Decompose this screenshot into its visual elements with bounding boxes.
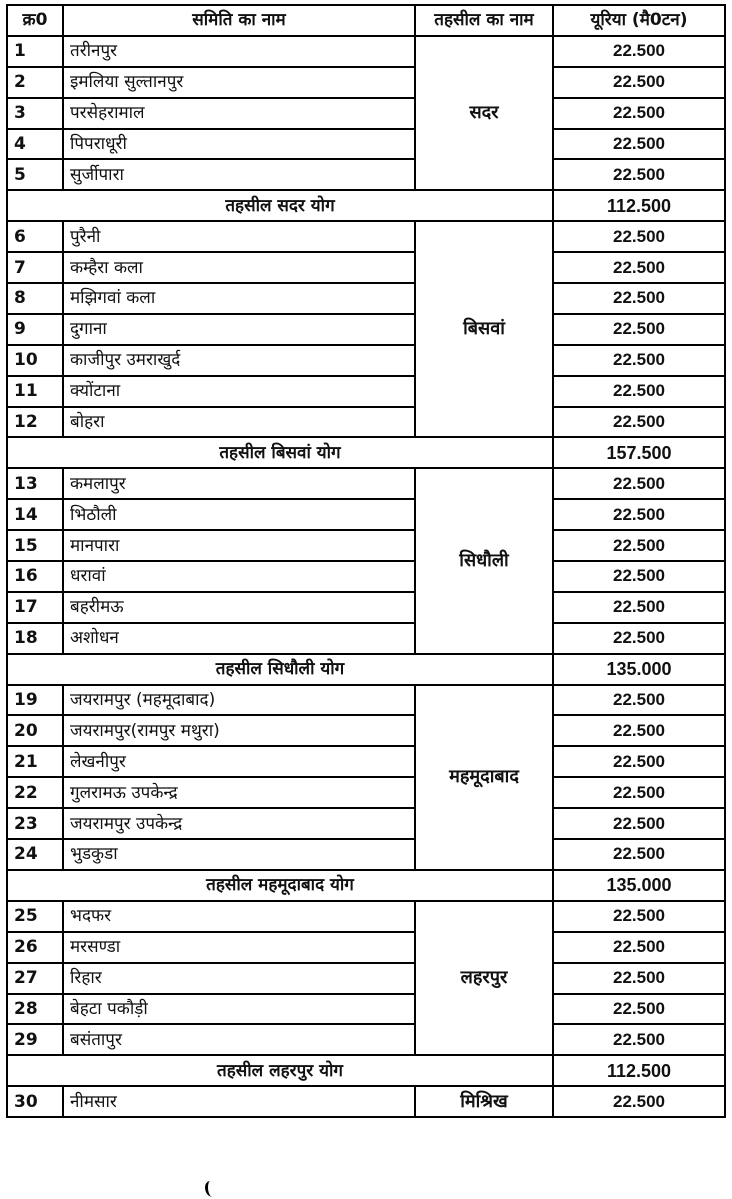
tehsil-total-row bbox=[7, 654, 725, 685]
society-name: परसेहरामाल bbox=[63, 98, 415, 129]
serial-number: 19 bbox=[7, 685, 63, 716]
serial-number: 24 bbox=[7, 839, 63, 870]
society-name: जयरामपुर उपकेन्द्र bbox=[63, 808, 415, 839]
urea-quantity: 22.500 bbox=[553, 932, 725, 963]
serial-number: 27 bbox=[7, 963, 63, 994]
table-row bbox=[7, 314, 725, 345]
table-row bbox=[7, 159, 725, 190]
society-name: भदफर bbox=[63, 901, 415, 932]
urea-quantity: 22.500 bbox=[553, 561, 725, 592]
table-row bbox=[7, 221, 725, 252]
tehsil-total-value: 157.500 bbox=[553, 437, 725, 468]
urea-quantity: 22.500 bbox=[553, 1024, 725, 1055]
society-name: काजीपुर उमराखुर्द bbox=[63, 345, 415, 376]
society-name: गुलरामऊ उपकेन्द्र bbox=[63, 777, 415, 808]
urea-quantity: 22.500 bbox=[553, 808, 725, 839]
urea-quantity: 22.500 bbox=[553, 314, 725, 345]
table-row bbox=[7, 98, 725, 129]
header-urea-quantity: यूरिया (मै0टन) bbox=[553, 5, 725, 36]
urea-allocation-sheet bbox=[6, 4, 726, 1118]
table-row bbox=[7, 623, 725, 654]
urea-quantity: 22.500 bbox=[553, 715, 725, 746]
table-row bbox=[7, 67, 725, 98]
table-row bbox=[7, 901, 725, 932]
serial-number: 15 bbox=[7, 530, 63, 561]
serial-number: 20 bbox=[7, 715, 63, 746]
society-name: भुडकुडा bbox=[63, 839, 415, 870]
serial-number: 17 bbox=[7, 592, 63, 623]
urea-quantity: 22.500 bbox=[553, 67, 725, 98]
table-row bbox=[7, 592, 725, 623]
society-name: बसंतापुर bbox=[63, 1024, 415, 1055]
society-name: मझिगवां कला bbox=[63, 283, 415, 314]
table-row bbox=[7, 283, 725, 314]
tehsil-total-row bbox=[7, 870, 725, 901]
table-row bbox=[7, 1024, 725, 1055]
header-tehsil-name: तहसील का नाम bbox=[415, 5, 553, 36]
society-name: क्योंटाना bbox=[63, 376, 415, 407]
tehsil-total-label: तहसील लहरपुर योग bbox=[7, 1055, 553, 1086]
urea-quantity: 22.500 bbox=[553, 839, 725, 870]
header-serial: क्र0 bbox=[7, 5, 63, 36]
tehsil-total-label: तहसील बिसवां योग bbox=[7, 437, 553, 468]
serial-number: 14 bbox=[7, 499, 63, 530]
serial-number: 7 bbox=[7, 252, 63, 283]
urea-quantity: 22.500 bbox=[553, 252, 725, 283]
tehsil-total-label: तहसील सदर योग bbox=[7, 190, 553, 221]
urea-quantity: 22.500 bbox=[553, 530, 725, 561]
tehsil-total-value: 112.500 bbox=[553, 1055, 725, 1086]
table-row bbox=[7, 777, 725, 808]
serial-number: 6 bbox=[7, 221, 63, 252]
table-row bbox=[7, 407, 725, 438]
serial-number: 13 bbox=[7, 468, 63, 499]
serial-number: 30 bbox=[7, 1086, 63, 1117]
table-row bbox=[7, 468, 725, 499]
urea-quantity: 22.500 bbox=[553, 221, 725, 252]
society-name: इमलिया सुल्तानपुर bbox=[63, 67, 415, 98]
table-row bbox=[7, 994, 725, 1025]
urea-quantity: 22.500 bbox=[553, 345, 725, 376]
tehsil-total-value: 135.000 bbox=[553, 654, 725, 685]
society-name: जयरामपुर(रामपुर मथुरा) bbox=[63, 715, 415, 746]
urea-quantity: 22.500 bbox=[553, 746, 725, 777]
table-row bbox=[7, 808, 725, 839]
urea-quantity: 22.500 bbox=[553, 499, 725, 530]
tehsil-total-row bbox=[7, 437, 725, 468]
urea-quantity: 22.500 bbox=[553, 129, 725, 160]
header-society-name: समिति का नाम bbox=[63, 5, 415, 36]
society-name: मानपारा bbox=[63, 530, 415, 561]
serial-number: 21 bbox=[7, 746, 63, 777]
urea-quantity: 22.500 bbox=[553, 994, 725, 1025]
society-name: धरावां bbox=[63, 561, 415, 592]
urea-quantity: 22.500 bbox=[553, 98, 725, 129]
serial-number: 23 bbox=[7, 808, 63, 839]
society-name: रिहार bbox=[63, 963, 415, 994]
tehsil-total-row bbox=[7, 1055, 725, 1086]
table-row bbox=[7, 36, 725, 67]
society-name: बहरीमऊ bbox=[63, 592, 415, 623]
tehsil-name: सिधौली bbox=[415, 468, 553, 653]
table-body bbox=[7, 36, 725, 1117]
table-row bbox=[7, 932, 725, 963]
serial-number: 9 bbox=[7, 314, 63, 345]
signature-mark bbox=[205, 1181, 218, 1197]
society-name: भिठौली bbox=[63, 499, 415, 530]
table-row bbox=[7, 561, 725, 592]
table-row bbox=[7, 746, 725, 777]
table-row bbox=[7, 129, 725, 160]
serial-number: 3 bbox=[7, 98, 63, 129]
urea-quantity: 22.500 bbox=[553, 283, 725, 314]
serial-number: 26 bbox=[7, 932, 63, 963]
table-row bbox=[7, 499, 725, 530]
society-name: पिपराधूरी bbox=[63, 129, 415, 160]
society-name: नीमसार bbox=[63, 1086, 415, 1117]
society-name: दुगाना bbox=[63, 314, 415, 345]
urea-quantity: 22.500 bbox=[553, 376, 725, 407]
serial-number: 29 bbox=[7, 1024, 63, 1055]
society-name: कमलापुर bbox=[63, 468, 415, 499]
urea-quantity: 22.500 bbox=[553, 777, 725, 808]
table-row bbox=[7, 345, 725, 376]
urea-quantity: 22.500 bbox=[553, 592, 725, 623]
urea-quantity: 22.500 bbox=[553, 901, 725, 932]
urea-quantity: 22.500 bbox=[553, 963, 725, 994]
urea-quantity: 22.500 bbox=[553, 407, 725, 438]
society-name: बेहटा पकौड़ी bbox=[63, 994, 415, 1025]
tehsil-name: मिश्रिख bbox=[415, 1086, 553, 1117]
urea-quantity: 22.500 bbox=[553, 468, 725, 499]
tehsil-total-value: 112.500 bbox=[553, 190, 725, 221]
society-name: जयरामपुर (महमूदाबाद) bbox=[63, 685, 415, 716]
urea-quantity: 22.500 bbox=[553, 623, 725, 654]
table-row bbox=[7, 252, 725, 283]
serial-number: 16 bbox=[7, 561, 63, 592]
tehsil-total-label: तहसील सिधौली योग bbox=[7, 654, 553, 685]
tehsil-total-value: 135.000 bbox=[553, 870, 725, 901]
serial-number: 11 bbox=[7, 376, 63, 407]
serial-number: 22 bbox=[7, 777, 63, 808]
table-row bbox=[7, 376, 725, 407]
society-name: कम्हैरा कला bbox=[63, 252, 415, 283]
table-row bbox=[7, 963, 725, 994]
serial-number: 18 bbox=[7, 623, 63, 654]
serial-number: 12 bbox=[7, 407, 63, 438]
society-name: लेखनीपुर bbox=[63, 746, 415, 777]
table-row bbox=[7, 685, 725, 716]
tehsil-total-row bbox=[7, 190, 725, 221]
urea-quantity: 22.500 bbox=[553, 159, 725, 190]
serial-number: 4 bbox=[7, 129, 63, 160]
urea-quantity: 22.500 bbox=[553, 1086, 725, 1117]
society-name: पुरैनी bbox=[63, 221, 415, 252]
serial-number: 10 bbox=[7, 345, 63, 376]
society-name: सुर्जीपारा bbox=[63, 159, 415, 190]
tehsil-name: सदर bbox=[415, 36, 553, 190]
society-name: मरसण्डा bbox=[63, 932, 415, 963]
urea-quantity: 22.500 bbox=[553, 36, 725, 67]
table-row bbox=[7, 715, 725, 746]
serial-number: 28 bbox=[7, 994, 63, 1025]
header-row bbox=[7, 5, 725, 36]
society-name: बोहरा bbox=[63, 407, 415, 438]
society-name: अशोधन bbox=[63, 623, 415, 654]
table-row bbox=[7, 839, 725, 870]
tehsil-name: महमूदाबाद bbox=[415, 685, 553, 870]
serial-number: 2 bbox=[7, 67, 63, 98]
serial-number: 8 bbox=[7, 283, 63, 314]
serial-number: 5 bbox=[7, 159, 63, 190]
urea-allocation-table bbox=[6, 4, 726, 1118]
tehsil-name: लहरपुर bbox=[415, 901, 553, 1055]
table-row bbox=[7, 530, 725, 561]
serial-number: 1 bbox=[7, 36, 63, 67]
urea-quantity: 22.500 bbox=[553, 685, 725, 716]
tehsil-total-label: तहसील महमूदाबाद योग bbox=[7, 870, 553, 901]
table-row bbox=[7, 1086, 725, 1117]
tehsil-name: बिसवां bbox=[415, 221, 553, 437]
serial-number: 25 bbox=[7, 901, 63, 932]
society-name: तरीनपुर bbox=[63, 36, 415, 67]
